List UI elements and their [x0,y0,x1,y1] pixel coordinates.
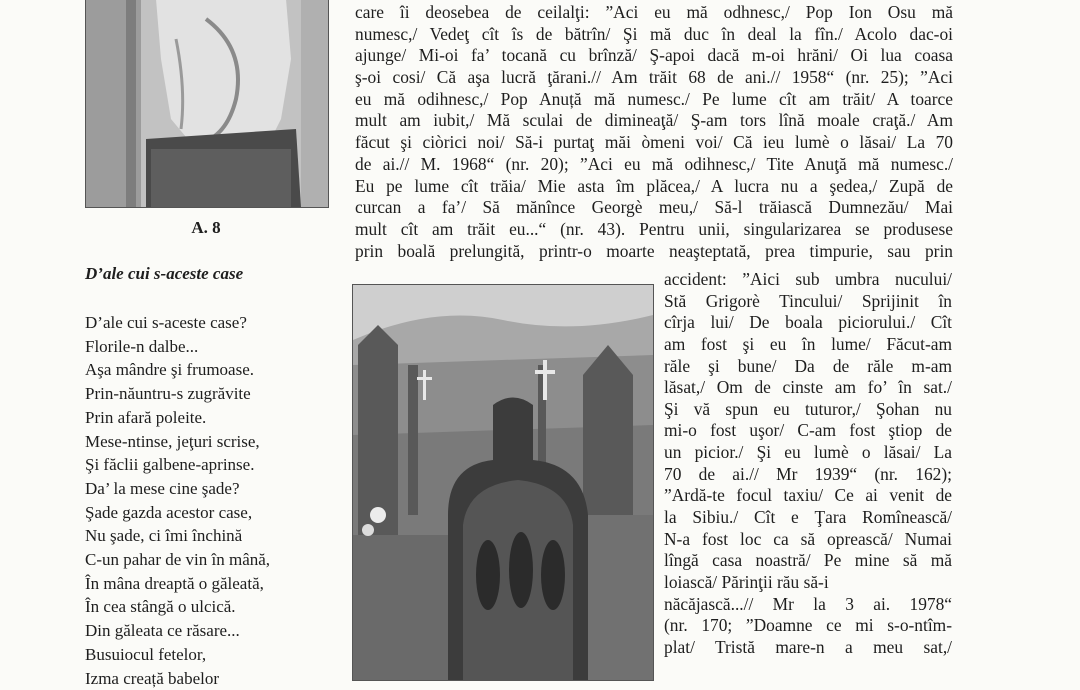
text-line: ş-oi cosi/ Că aşa lucră ţărani.// Am trăit 68 de ani.// 1958“ (nr. 25); ”Aci [355,67,953,88]
poem-line: Da’ la mese cine şade? [85,478,240,498]
text-line: mi-o fost uşor/ C-am fost ştiop de [664,420,952,441]
body-text-top [355,2,953,262]
poem-line: Din găleata ce răsare... [85,621,240,641]
poem-line: Florile-n dalbe... [85,336,199,356]
text-line: cîrja lui/ De boala piciorului./ Cît [664,312,952,333]
text-line: lîngă casa noastră/ Pe mine să mă [664,550,952,571]
text-line: făcut şi ciòrici noi/ Să-i purtaţ măi òmeni voi/ Că ieu lumè o lăsai/ La 70 [355,132,953,153]
text-line: curcan a fa’/ Să mănînce Georgè meu,/ Să-l trăiască Dumnezău/ Mai [355,197,953,218]
text-line: răle şi bune/ Da de răle m-am [664,355,952,376]
text-line: Şi vă spun eu tuturor,/ Şohan nu [664,398,952,419]
cemetery-photo [352,284,654,681]
poem-line: C-un pahar de vin în mână, [85,550,271,570]
poem-line: Şade gazda acestor case, [85,502,253,522]
text-line: lăsat,/ Om de cinste am fo’ în sat./ [664,377,952,398]
text-line: prin boală prelungită, printr-o moarte neaşteptată, prea timpurie, sau prin [355,240,953,261]
text-line: (nr. 170; ”Doamne ce mi s-o-ntîm- [664,615,952,636]
poem-line: Prin-năuntru-s zugrăvite [85,384,251,404]
poem-line: Nu şade, ci îmi închină [85,526,243,546]
text-line: am fost şi eu în lume/ Făcut-am [664,333,952,354]
poem-line: În mâna dreaptă o găleată, [85,573,264,593]
statue-photo-drawing [86,0,328,207]
text-line: Eu pe lume cît trăia/ Mie asta îm plăcea,/ A lucra nu a şedea,/ Zupă de [355,175,953,196]
text-line: plat/ Tristă mare-n a meu sat,/ [664,636,952,657]
poem-line: Şi făclii galbene-aprinse. [85,455,255,475]
poem-line: În cea stângă o ulcică. [85,597,236,617]
text-line: accident: ”Aici sub umbra nucului/ [664,269,952,289]
body-text-right [664,269,952,659]
text-line: mult cît am trăit eu...“ (nr. 43). Pentru unii, singularizarea se produsese [355,218,953,239]
statue-photo [85,0,329,208]
poem-title: D’ale cui s-aceste case [85,264,244,283]
text-line: numesc,/ Vedeţ cît îs de bătrîn/ Şi mă duc în deal la fîn./ Acolo dac-oi [355,23,953,44]
text-line: loiască/ Părinţii rău să-i [664,571,829,592]
poem-line: Busuiocul fetelor, [85,644,207,664]
text-line: 70 de ai.// Mr 1939“ (nr. 162); [664,463,952,484]
text-line: de ai.// M. 1968“ (nr. 20); ”Aci eu mă odihnesc,/ Tite Anuţă mă numesc./ [355,153,953,174]
text-line: ”Ardă-te focul taxiu/ Ce ai venit de [664,485,952,506]
text-line: eu mă odihnesc,/ Pop Anuță mă numesc./ Pe lume cît am trăit/ A toarce [355,88,953,109]
text-line: Stă Grigorè Tincului/ Sprijinit în [664,290,952,311]
poem-line: Izma creață babelor [85,668,220,688]
text-line: la Sibiu./ Cît e Ţara Romînească/ [664,507,952,528]
poem-line: Aşa mândre şi frumoase. [85,360,255,380]
text-line: un picior./ Şi eu lumè o lăsai/ La [664,442,952,463]
poem-line: Mese-ntinse, jeţuri scrise, [85,431,260,451]
figure-caption: A. 8 [191,218,221,237]
text-line: mult am iubit,/ Mă sculai de dimineaţă/ Ş-am tors lînă moale craţă./ Am [355,110,953,131]
text-line: N-a fost loc ca să oprească/ Numai [664,528,952,549]
text-line: ajunge/ Mi-oi fa’ tocană cu brînză/ Ş-apoi dacă m-oi hrăni/ Oi lua coasa [355,45,953,66]
poem-line: D’ale cui s-aceste case? [85,313,247,332]
poem-line: Prin afară poleite. [85,407,207,427]
poem-text [85,311,335,690]
cemetery-photo-drawing [353,285,653,680]
text-line: năcăjască...// Mr la 3 ai. 1978“ [664,593,952,614]
text-line: care îi deosebea de ceilalţi: ”Aci eu mă odhnesc,/ Pop Ion Osu mă [355,2,953,22]
